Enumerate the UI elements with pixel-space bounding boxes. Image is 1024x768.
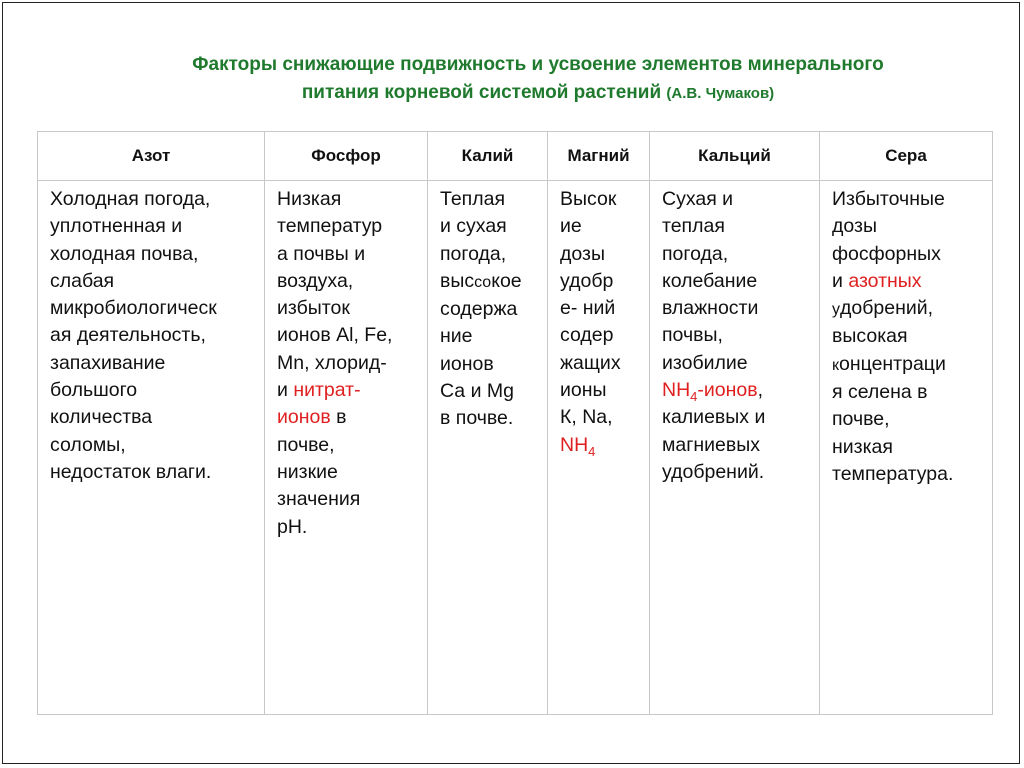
cell-line: запахивание xyxy=(50,351,166,374)
cell-line: слабая xyxy=(50,269,115,292)
cell-line xyxy=(277,404,417,431)
text-run: в xyxy=(330,406,347,429)
column-header-azot: Азот xyxy=(38,132,265,181)
cell-line: фосфорных xyxy=(832,242,941,265)
cell-line: погода, xyxy=(662,242,729,265)
cell-line xyxy=(832,268,982,295)
cell-line: содержа xyxy=(440,298,518,321)
cell-line: Холодная погода, xyxy=(50,188,211,210)
cell-line: колебание xyxy=(662,269,758,292)
cell-line: избыток xyxy=(277,297,350,320)
column-header-kalciy: Кальций xyxy=(650,132,820,181)
cell-line: е- ний xyxy=(560,297,616,320)
text-run: добрений, xyxy=(840,297,934,320)
cell-line: теплая xyxy=(662,215,725,238)
cell-line: недостаток влаги. xyxy=(50,460,212,483)
text-run-small: со xyxy=(474,273,492,291)
text-run: и xyxy=(277,379,294,402)
column-header-fosfor: Фосфор xyxy=(265,132,428,181)
cell-line: ние xyxy=(440,325,473,348)
column-header-sera: Сера xyxy=(820,132,993,181)
cell-kalciy xyxy=(650,181,820,715)
cell-sera xyxy=(820,181,993,715)
cell-line: и сухая xyxy=(440,215,507,238)
cell-line xyxy=(440,268,537,296)
cell-line: температур xyxy=(277,215,383,238)
factors-table xyxy=(37,131,993,715)
cell-line: значения xyxy=(277,488,361,511)
title-line-2 xyxy=(63,79,1013,108)
cell-line: К, Na, xyxy=(560,406,613,429)
cell-line xyxy=(662,377,809,404)
cell-line: почвы, xyxy=(662,324,723,347)
cell-line: ионов Al, Fe, xyxy=(277,324,393,347)
cell-line: Высок xyxy=(560,188,617,210)
subscript: 4 xyxy=(588,443,596,459)
cell-line xyxy=(832,295,982,323)
title-line-1: Факторы снижающие подвижность и усвоение элементов минерального xyxy=(192,54,884,75)
cell-magniy xyxy=(548,181,650,715)
cell-line: удобрений. xyxy=(662,460,765,483)
cell-line: холодная почва, xyxy=(50,242,199,265)
cell-line: Mn, хлорид- xyxy=(277,351,387,374)
cell-line: Избыточные xyxy=(832,188,945,210)
title-author: (А.В. Чумаков) xyxy=(666,85,775,102)
cell-line: почве, xyxy=(832,408,890,431)
cell-line: Са и Mg xyxy=(440,380,514,403)
highlight-nitrate: нитрат- xyxy=(293,379,361,402)
cell-line: содер xyxy=(560,324,614,347)
cell-line: соломы, xyxy=(50,433,126,456)
cell-line: изобилие xyxy=(662,351,748,374)
cell-line xyxy=(560,432,639,459)
cell-line: ионы xyxy=(560,379,607,402)
column-header-kaliy: Калий xyxy=(428,132,548,181)
cell-line: погода, xyxy=(440,242,507,265)
cell-line: высокая xyxy=(832,325,908,348)
cell-line: в почве. xyxy=(440,407,514,430)
highlight-nitrogen: азотных xyxy=(848,269,922,292)
cell-line: удобр xyxy=(560,269,614,292)
text-run: онцентраци xyxy=(839,352,946,375)
cell-fosfor xyxy=(265,181,428,715)
cell-line: дозы xyxy=(560,242,605,265)
cell-line xyxy=(832,351,982,379)
cell-line: уплотненная и xyxy=(50,215,183,238)
highlight-ions: -ионов xyxy=(697,379,758,402)
cell-line: ие xyxy=(560,215,582,238)
text-run-small: у xyxy=(832,301,840,319)
cell-line: жащих xyxy=(560,351,621,374)
cell-line: а почвы и xyxy=(277,242,366,265)
cell-line: количества xyxy=(50,406,153,429)
cell-line xyxy=(277,377,417,404)
text-run: кое xyxy=(491,269,522,292)
cell-line: микробиологическ xyxy=(50,297,217,320)
text-run: , xyxy=(757,379,764,402)
highlight-nh: NH xyxy=(662,379,691,402)
text-run: и xyxy=(832,269,849,292)
cell-line: я селена в xyxy=(832,381,928,404)
cell-line: калиевых и xyxy=(662,406,766,429)
cell-line: влажности xyxy=(662,297,759,320)
cell-line: почве, xyxy=(277,433,335,456)
subscript: 4 xyxy=(690,388,698,404)
cell-line: температура. xyxy=(832,462,954,485)
text-run: выс xyxy=(440,269,475,292)
title-line-2-text: питания корневой системой растений xyxy=(301,82,662,103)
cell-line: pH. xyxy=(277,515,308,538)
cell-line: низкая xyxy=(832,435,893,458)
slide xyxy=(2,2,1020,764)
cell-line: магниевых xyxy=(662,433,760,456)
cell-kaliy xyxy=(428,181,548,715)
cell-line: большого xyxy=(50,379,138,402)
cell-line: Низкая xyxy=(277,188,342,210)
cell-azot xyxy=(38,181,265,715)
cell-line: дозы xyxy=(832,215,877,238)
cell-line: воздуха, xyxy=(277,269,354,292)
highlight-nh: NH xyxy=(560,433,589,456)
cell-line: Теплая xyxy=(440,188,506,210)
cell-line: Сухая и xyxy=(662,188,734,210)
cell-line: низкие xyxy=(277,460,338,483)
table-row xyxy=(38,181,993,715)
highlight-ions: ионов xyxy=(277,406,331,429)
table-header-row xyxy=(38,132,993,181)
text-run-small: к xyxy=(832,356,839,374)
cell-line: ионов xyxy=(440,352,494,375)
cell-line: ая деятельность, xyxy=(50,324,206,347)
slide-title xyxy=(63,51,1013,108)
column-header-magniy: Магний xyxy=(548,132,650,181)
